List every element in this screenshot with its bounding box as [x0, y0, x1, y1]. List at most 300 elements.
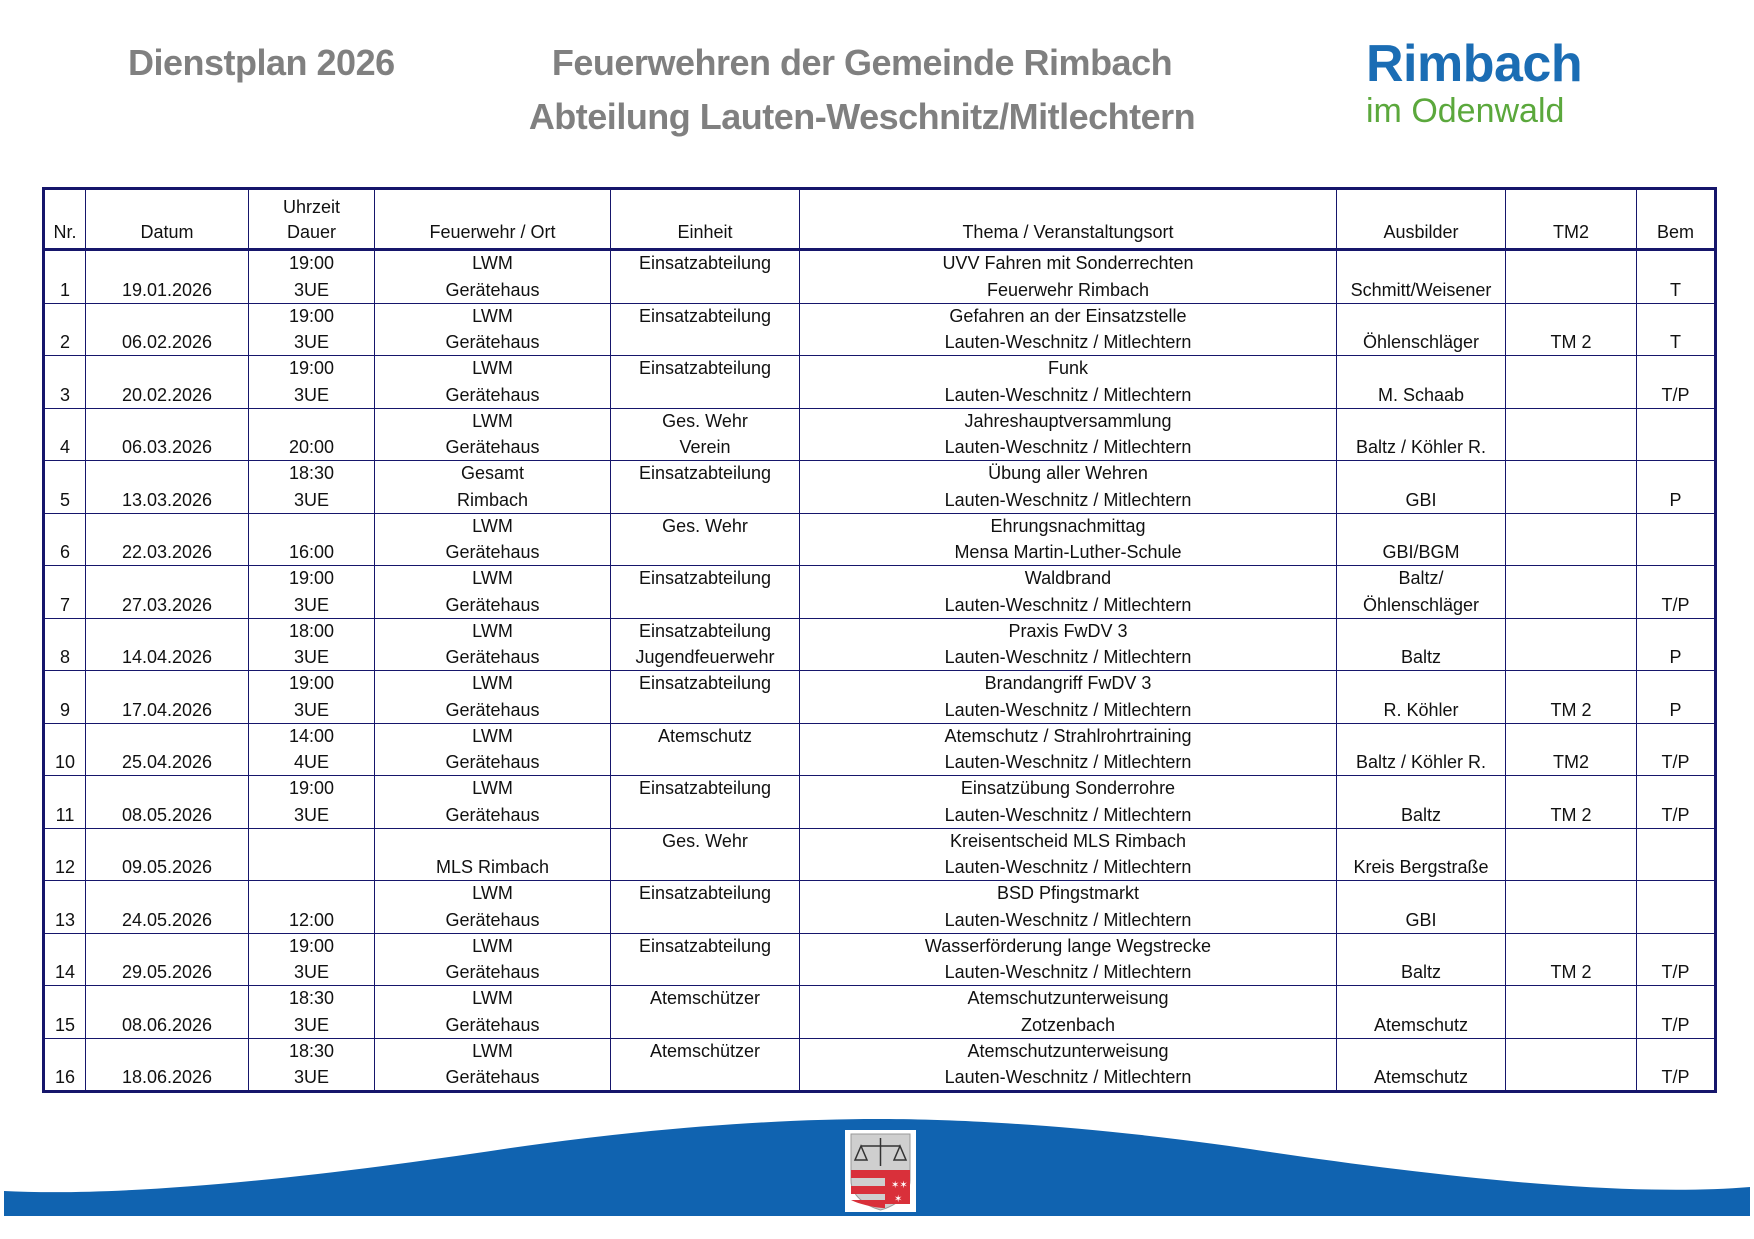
einheit-text: Einsatzabteilung: [638, 935, 772, 956]
cell-einheit: [611, 566, 800, 619]
cell-einheit: [611, 881, 800, 934]
column-header-uhrzeit-dauer: [249, 189, 375, 250]
cell-bem: [1637, 881, 1716, 934]
table-row: [44, 723, 1716, 776]
cell-thema: [800, 776, 1337, 829]
uhrzeit-dauer-text: 14:00: [288, 725, 335, 746]
nr-text: 8: [59, 647, 70, 667]
thema-text: Mensa Martin-Luther-Schule: [954, 542, 1182, 562]
cell-datum: [86, 461, 249, 514]
header-line: [377, 196, 608, 220]
nr-text: [47, 251, 83, 275]
cell-feuerwehr-ort: [375, 1038, 611, 1092]
feuerwehr-ort-text: Gerätehaus: [445, 437, 540, 457]
feuerwehr-ort-text: LWM: [472, 883, 513, 903]
uhrzeit-dauer-text: 4UE: [293, 752, 329, 772]
cell-bem: [1637, 566, 1716, 619]
uhrzeit-dauer-text: 3UE: [293, 804, 329, 825]
feuerwehr-ort-text: LWM: [472, 725, 513, 746]
einheit-text: [613, 909, 797, 933]
cell-datum: [86, 828, 249, 881]
nr-text: 13: [54, 909, 76, 930]
ausbilder-text: Schmitt/Weisener: [1350, 279, 1492, 300]
column-header-feuerwehr-ort: [375, 189, 611, 250]
feuerwehr-ort-text: LWM: [472, 358, 513, 378]
cell-feuerwehr-ort: [375, 566, 611, 619]
bem-text: T/P: [1661, 1014, 1690, 1035]
feuerwehr-ort-text: Gerätehaus: [445, 1067, 540, 1087]
nr-text: 2: [59, 332, 70, 352]
nr-text: 5: [59, 489, 70, 510]
bem-text: [1639, 566, 1712, 590]
uhrzeit-dauer-text: 19:00: [288, 358, 335, 378]
cell-datum: [86, 566, 249, 619]
cell-ausbilder: [1337, 461, 1506, 514]
bem-text: T/P: [1661, 384, 1690, 405]
ausbilder-text: M. Schaab: [1377, 384, 1465, 405]
bem-text: [1639, 461, 1712, 485]
ausbilder-text: Baltz/: [1398, 568, 1444, 588]
uhrzeit-dauer-text: 3UE: [293, 1067, 329, 1087]
cell-tm2: [1506, 513, 1637, 566]
thema-text: Lauten-Weschnitz / Mitlechtern: [944, 384, 1192, 405]
datum-text: [88, 356, 246, 380]
tm2-text: [1508, 566, 1634, 590]
nr-text: 1: [59, 279, 70, 300]
nr-text: 16: [54, 1067, 76, 1087]
cell-einheit: [611, 776, 800, 829]
feuerwehr-ort-text: LWM: [472, 1040, 513, 1061]
einheit-text: Einsatzabteilung: [638, 620, 772, 641]
cell-feuerwehr-ort: [375, 723, 611, 776]
tm2-text: TM 2: [1550, 332, 1592, 352]
tm2-text: [1508, 776, 1634, 800]
ausbilder-text: [1339, 724, 1503, 748]
datum-text: 06.03.2026: [121, 437, 213, 457]
cell-datum: [86, 776, 249, 829]
table-row: [44, 513, 1716, 566]
cell-uhrzeit-dauer: [249, 776, 375, 829]
uhrzeit-dauer-text: [251, 881, 372, 905]
cell-nr: [44, 461, 86, 514]
header-line: [613, 196, 797, 220]
ausbilder-text: Baltz: [1400, 804, 1442, 825]
cell-ausbilder: [1337, 828, 1506, 881]
bem-text: T/P: [1661, 962, 1690, 982]
cell-uhrzeit-dauer: [249, 513, 375, 566]
datum-text: 24.05.2026: [121, 909, 213, 930]
uhrzeit-dauer-text: 12:00: [288, 909, 335, 930]
einheit-text: [613, 489, 797, 513]
table-row: [44, 566, 1716, 619]
einheit-text: Einsatzabteilung: [638, 463, 772, 483]
tm2-text: [1508, 1039, 1634, 1063]
nr-text: 10: [54, 752, 76, 772]
tm2-text: [1508, 251, 1634, 275]
tm2-text: [1508, 436, 1634, 460]
cell-nr: [44, 618, 86, 671]
datum-text: 14.04.2026: [121, 647, 213, 667]
feuerwehr-ort-text: Gerätehaus: [445, 909, 540, 930]
ausbilder-text: [1339, 304, 1503, 328]
bem-text: [1639, 671, 1712, 695]
thema-text: Lauten-Weschnitz / Mitlechtern: [944, 752, 1192, 772]
cell-tm2: [1506, 356, 1637, 409]
datum-text: 08.06.2026: [121, 1014, 213, 1035]
datum-text: 20.02.2026: [121, 384, 213, 405]
ausbilder-text: GBI/BGM: [1382, 542, 1460, 562]
bem-text: T/P: [1661, 752, 1690, 772]
uhrzeit-dauer-text: 3UE: [293, 647, 329, 667]
bem-text: [1639, 986, 1712, 1010]
feuerwehr-ort-text: Gerätehaus: [445, 384, 540, 405]
cell-datum: [86, 303, 249, 356]
uhrzeit-dauer-text: 3UE: [293, 962, 329, 982]
nr-text: [47, 671, 83, 695]
cell-bem: [1637, 933, 1716, 986]
datum-text: 18.06.2026: [121, 1067, 213, 1087]
tm2-text: [1508, 489, 1634, 513]
nr-text: [47, 986, 83, 1010]
nr-text: 9: [59, 699, 70, 720]
thema-text: Lauten-Weschnitz / Mitlechtern: [944, 962, 1192, 982]
cell-feuerwehr-ort: [375, 303, 611, 356]
einheit-text: Ges. Wehr: [662, 830, 748, 851]
cell-feuerwehr-ort: [375, 356, 611, 409]
cell-einheit: [611, 461, 800, 514]
header-line: [88, 196, 246, 220]
einheit-text: Atemschutz: [657, 725, 753, 746]
cell-ausbilder: [1337, 408, 1506, 461]
cell-tm2: [1506, 671, 1637, 724]
plan-title: Dienstplan 2026: [128, 42, 395, 83]
tm2-text: [1508, 986, 1634, 1010]
cell-thema: [800, 1038, 1337, 1092]
datum-text: 25.04.2026: [121, 752, 213, 772]
uhrzeit-dauer-text: 19:00: [288, 568, 335, 588]
bem-text: [1639, 1039, 1712, 1063]
table-row: [44, 408, 1716, 461]
cell-bem: [1637, 250, 1716, 304]
cell-datum: [86, 618, 249, 671]
cell-einheit: [611, 723, 800, 776]
thema-text: Jahreshauptversammlung: [964, 410, 1172, 431]
table-row: [44, 986, 1716, 1039]
header-line: [802, 196, 1334, 220]
ausbilder-text: Öhlenschläger: [1362, 594, 1480, 615]
tm2-text: [1508, 409, 1634, 433]
uhrzeit-dauer-text: [251, 514, 372, 538]
column-header-tm2: [1506, 189, 1637, 250]
cell-tm2: [1506, 1038, 1637, 1092]
datum-text: [88, 566, 246, 590]
uhrzeit-dauer-text: 18:30: [288, 463, 335, 483]
tm2-text: TM 2: [1550, 699, 1592, 720]
cell-einheit: [611, 356, 800, 409]
cell-feuerwehr-ort: [375, 881, 611, 934]
header-line: Datum: [140, 222, 194, 242]
feuerwehr-ort-text: Gerätehaus: [445, 1014, 540, 1035]
einheit-text: Jugendfeuerwehr: [635, 647, 775, 667]
einheit-text: Einsatzabteilung: [638, 358, 772, 378]
thema-text: Gefahren an der Einsatzstelle: [949, 305, 1187, 326]
tm2-text: [1508, 724, 1634, 748]
table-row: [44, 933, 1716, 986]
datum-text: [88, 986, 246, 1010]
cell-uhrzeit-dauer: [249, 566, 375, 619]
cell-ausbilder: [1337, 986, 1506, 1039]
bem-text: [1639, 909, 1712, 933]
uhrzeit-dauer-text: 3UE: [293, 332, 329, 352]
cell-bem: [1637, 618, 1716, 671]
feuerwehr-ort-text: Gerätehaus: [445, 279, 540, 300]
feuerwehr-ort-text: LWM: [472, 935, 513, 956]
datum-text: 19.01.2026: [121, 279, 213, 300]
cell-tm2: [1506, 461, 1637, 514]
datum-text: [88, 304, 246, 328]
cell-tm2: [1506, 618, 1637, 671]
nr-text: [47, 304, 83, 328]
bem-text: P: [1669, 647, 1682, 667]
thema-text: Atemschutzunterweisung: [967, 1040, 1169, 1061]
cell-tm2: [1506, 250, 1637, 304]
datum-text: [88, 409, 246, 433]
thema-text: Lauten-Weschnitz / Mitlechtern: [944, 699, 1192, 720]
einheit-text: [613, 331, 797, 355]
bem-text: [1639, 881, 1712, 905]
feuerwehr-ort-text: LWM: [472, 778, 513, 798]
cell-ausbilder: [1337, 881, 1506, 934]
cell-datum: [86, 513, 249, 566]
thema-text: Funk: [1047, 358, 1089, 378]
cell-tm2: [1506, 881, 1637, 934]
feuerwehr-ort-text: LWM: [472, 515, 513, 536]
cell-uhrzeit-dauer: [249, 356, 375, 409]
cell-thema: [800, 408, 1337, 461]
bem-text: [1639, 304, 1712, 328]
cell-uhrzeit-dauer: [249, 250, 375, 304]
uhrzeit-dauer-text: [251, 829, 372, 853]
datum-text: [88, 514, 246, 538]
einheit-text: [613, 751, 797, 775]
cell-nr: [44, 933, 86, 986]
nr-text: 14: [54, 962, 76, 982]
tm2-text: [1508, 279, 1634, 303]
nr-text: [47, 829, 83, 853]
einheit-text: [613, 699, 797, 723]
cell-datum: [86, 933, 249, 986]
logo-line2: im Odenwald: [1366, 92, 1565, 130]
cell-thema: [800, 513, 1337, 566]
table-row: [44, 776, 1716, 829]
ausbilder-text: [1339, 829, 1503, 853]
feuerwehr-ort-text: LWM: [472, 988, 513, 1008]
bem-text: P: [1669, 699, 1682, 720]
column-header-nr: [44, 189, 86, 250]
column-header-bem: [1637, 189, 1716, 250]
nr-text: [47, 724, 83, 748]
tm2-text: [1508, 461, 1634, 485]
thema-text: Lauten-Weschnitz / Mitlechtern: [944, 332, 1192, 352]
ausbilder-text: Öhlenschläger: [1362, 332, 1480, 352]
nr-text: [47, 934, 83, 958]
cell-datum: [86, 1038, 249, 1092]
thema-text: Lauten-Weschnitz / Mitlechtern: [944, 1067, 1192, 1087]
nr-text: [47, 776, 83, 800]
cell-datum: [86, 881, 249, 934]
cell-einheit: [611, 513, 800, 566]
cell-bem: [1637, 513, 1716, 566]
nr-text: [47, 409, 83, 433]
einheit-text: Ges. Wehr: [662, 410, 748, 431]
cell-nr: [44, 671, 86, 724]
cell-uhrzeit-dauer: [249, 303, 375, 356]
cell-nr: [44, 723, 86, 776]
einheit-text: Einsatzabteilung: [638, 883, 772, 903]
bem-text: [1639, 724, 1712, 748]
tm2-text: [1508, 671, 1634, 695]
uhrzeit-dauer-text: 19:00: [288, 305, 335, 326]
cell-thema: [800, 250, 1337, 304]
nr-text: [47, 1039, 83, 1063]
datum-text: 29.05.2026: [121, 962, 213, 982]
cell-nr: [44, 513, 86, 566]
ausbilder-text: [1339, 986, 1503, 1010]
cell-bem: [1637, 356, 1716, 409]
ausbilder-text: [1339, 619, 1503, 643]
ausbilder-text: Atemschutz: [1373, 1014, 1469, 1035]
feuerwehr-ort-text: LWM: [472, 305, 513, 326]
tm2-text: [1508, 909, 1634, 933]
cell-datum: [86, 408, 249, 461]
cell-nr: [44, 408, 86, 461]
cell-nr: [44, 828, 86, 881]
datum-text: [88, 251, 246, 275]
thema-text: Lauten-Weschnitz / Mitlechtern: [944, 647, 1192, 667]
table-row: [44, 881, 1716, 934]
page-title-line2: Abteilung Lauten-Weschnitz/Mitlechtern: [528, 96, 1196, 137]
uhrzeit-dauer-text: 19:00: [288, 253, 335, 273]
cell-feuerwehr-ort: [375, 933, 611, 986]
datum-text: 06.02.2026: [121, 332, 213, 352]
cell-datum: [86, 356, 249, 409]
column-header-ausbilder: [1337, 189, 1506, 250]
cell-tm2: [1506, 566, 1637, 619]
einheit-text: Einsatzabteilung: [638, 568, 772, 588]
table-row: [44, 356, 1716, 409]
ausbilder-text: [1339, 461, 1503, 485]
ausbilder-text: [1339, 934, 1503, 958]
thema-text: Lauten-Weschnitz / Mitlechtern: [944, 437, 1192, 457]
bem-text: [1639, 829, 1712, 853]
header-line: [1508, 196, 1634, 220]
bem-text: [1639, 856, 1712, 880]
nr-text: 15: [54, 1014, 76, 1035]
thema-text: Praxis FwDV 3: [1008, 620, 1128, 641]
cell-bem: [1637, 461, 1716, 514]
cell-thema: [800, 723, 1337, 776]
datum-text: [88, 1039, 246, 1063]
einheit-text: Einsatzabteilung: [638, 673, 772, 693]
cell-feuerwehr-ort: [375, 618, 611, 671]
feuerwehr-ort-text: LWM: [472, 673, 513, 693]
ausbilder-text: [1339, 776, 1503, 800]
tm2-text: [1508, 829, 1634, 853]
nr-text: 11: [55, 804, 75, 825]
nr-text: 3: [59, 384, 70, 405]
cell-uhrzeit-dauer: [249, 461, 375, 514]
thema-text: Brandangriff FwDV 3: [984, 673, 1152, 693]
cell-thema: [800, 461, 1337, 514]
tm2-text: [1508, 1066, 1634, 1090]
cell-nr: [44, 303, 86, 356]
uhrzeit-dauer-text: 3UE: [293, 594, 329, 615]
nr-text: 4: [59, 437, 70, 457]
einheit-text: [613, 1066, 797, 1090]
thema-text: Einsatzübung Sonderrohre: [960, 778, 1176, 798]
thema-text: Ehrungsnachmittag: [990, 515, 1146, 536]
cell-einheit: [611, 671, 800, 724]
einheit-text: [613, 384, 797, 408]
bem-text: P: [1669, 489, 1682, 510]
einheit-text: [613, 279, 797, 303]
datum-text: 09.05.2026: [121, 857, 213, 877]
einheit-text: [613, 856, 797, 880]
thema-text: Atemschutz / Strahlrohrtraining: [944, 725, 1192, 746]
cell-uhrzeit-dauer: [249, 671, 375, 724]
header-line: Thema / Veranstaltungsort: [962, 222, 1174, 242]
ausbilder-text: Baltz / Köhler R.: [1355, 437, 1487, 457]
cell-datum: [86, 986, 249, 1039]
header-line: Feuerwehr / Ort: [429, 222, 556, 242]
thema-text: Kreisentscheid MLS Rimbach: [949, 830, 1187, 851]
einheit-text: Verein: [679, 437, 731, 457]
cell-tm2: [1506, 776, 1637, 829]
nr-text: [47, 566, 83, 590]
cell-thema: [800, 303, 1337, 356]
cell-nr: [44, 986, 86, 1039]
cell-ausbilder: [1337, 776, 1506, 829]
table-row: [44, 618, 1716, 671]
tm2-text: [1508, 594, 1634, 618]
cell-thema: [800, 671, 1337, 724]
cell-einheit: [611, 986, 800, 1039]
datum-text: [88, 724, 246, 748]
cell-thema: [800, 356, 1337, 409]
thema-text: Waldbrand: [1024, 568, 1112, 588]
thema-text: UVV Fahren mit Sonderrechten: [942, 253, 1194, 273]
thema-text: BSD Pfingstmarkt: [996, 883, 1140, 903]
cell-ausbilder: [1337, 933, 1506, 986]
cell-nr: [44, 250, 86, 304]
table-header-row: [44, 189, 1716, 250]
feuerwehr-ort-text: LWM: [472, 620, 513, 641]
cell-bem: [1637, 723, 1716, 776]
ausbilder-text: [1339, 1039, 1503, 1063]
header-line: Uhrzeit: [282, 197, 340, 217]
cell-feuerwehr-ort: [375, 776, 611, 829]
header-line: Nr.: [53, 222, 77, 242]
cell-ausbilder: [1337, 303, 1506, 356]
datum-text: [88, 619, 246, 643]
thema-text: Atemschutzunterweisung: [967, 988, 1169, 1008]
feuerwehr-ort-text: LWM: [472, 410, 513, 431]
tm2-text: [1508, 356, 1634, 380]
ausbilder-text: [1339, 409, 1503, 433]
ausbilder-text: Baltz / Köhler R.: [1355, 752, 1487, 772]
table-row: [44, 303, 1716, 356]
datum-text: [88, 881, 246, 905]
